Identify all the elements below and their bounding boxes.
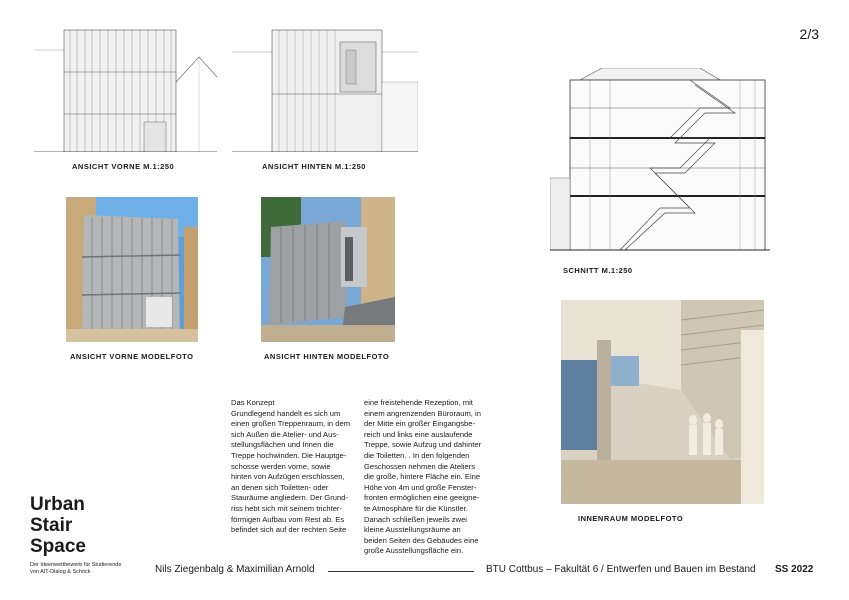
- concept-text-column-1: [231, 398, 356, 536]
- subtitle-line: von AIT-Dialog & Schöck: [30, 569, 91, 575]
- text-line: eine freistehende Rezeption, mit: [364, 398, 473, 407]
- footer-semester: SS 2022: [775, 564, 814, 575]
- text-line: Danach schließen jeweils zwei: [364, 514, 467, 524]
- page-number: 2/3: [799, 26, 819, 42]
- section-drawing: [550, 68, 770, 254]
- caption-rear-model: ANSICHT HINTEN MODELFOTO: [264, 352, 390, 361]
- rear-model-photo: [261, 197, 395, 342]
- text-line: große Ausstellungsfläche ein.: [364, 546, 464, 556]
- title-line: Space: [30, 536, 86, 557]
- caption-front-model: ANSICHT VORNE MODELFOTO: [70, 352, 194, 361]
- text-line: kleine Ausstellungsräume an: [364, 525, 461, 535]
- text-line: einen großen Treppenraum, in dem: [231, 419, 351, 429]
- text-line: befindet sich auf der rechten Seite: [231, 525, 347, 535]
- text-line: Das Konzept: [231, 398, 275, 407]
- caption-rear-view: ANSICHT HINTEN M.1:250: [262, 162, 366, 171]
- text-line: stellungsflächen und Innen die: [231, 440, 334, 450]
- caption-front-view: ANSICHT VORNE M.1:250: [72, 162, 175, 171]
- concept-text-column-2: [364, 398, 489, 557]
- text-line: der Mitte ein großer Eingangsbe-: [364, 419, 476, 429]
- text-line: Treppe hochwinden. Die Hauptge-: [231, 450, 347, 460]
- text-line: sich Außen die Atelier- und Aus-: [231, 429, 339, 439]
- title-line: Urban: [30, 494, 85, 515]
- front-model-photo: [66, 197, 198, 342]
- text-line: riss hebt sich mit seinem trichter-: [231, 503, 342, 513]
- text-line: hinten von Aufzügen erschlossen,: [231, 472, 345, 482]
- text-line: fronten ermöglichen eine geeigne-: [364, 493, 480, 503]
- text-line: te Atmosphäre für die Künstler.: [364, 503, 468, 513]
- text-line: Höhe von 4m und große Fenster-: [364, 482, 477, 492]
- text-line: Treppe, sowie Aufzug und dahinter: [364, 440, 482, 450]
- project-subtitle: [30, 562, 130, 576]
- text-line: die große, hintere Fläche ein. Eine: [364, 472, 481, 482]
- text-line: schosse werden vorne, sowie: [231, 461, 331, 471]
- text-line: Grundlegend handelt es sich um: [231, 408, 341, 418]
- text-line: Geschossen nehmen die Ateliers: [364, 461, 476, 471]
- text-line: beiden Seiten des Gebäudes eine: [364, 535, 479, 545]
- text-line: reich und links eine auslaufende: [364, 429, 473, 439]
- front-elevation-drawing: [34, 22, 217, 152]
- text-line: Stauräume angliedern. Der Grund-: [231, 493, 348, 503]
- footer-rule: [328, 571, 474, 572]
- subtitle-line: Der Ideenwettbewerb für Studierende: [30, 562, 122, 568]
- text-line: an denen sich Toiletten- oder: [231, 482, 329, 492]
- text-line: förmigen Aufbau vom Rest ab. Es: [231, 514, 345, 524]
- rear-elevation-drawing: [232, 22, 418, 152]
- caption-section: SCHNITT M.1:250: [563, 266, 633, 275]
- title-line: Stair: [30, 515, 73, 536]
- footer-institution: BTU Cottbus – Fakultät 6 / Entwerfen und Bauen im Bestand: [486, 564, 756, 575]
- text-line: die Toiletten. . In den folgenden: [364, 450, 470, 460]
- caption-interior-model: INNENRAUM MODELFOTO: [578, 514, 684, 523]
- footer-authors: Nils Ziegenbalg & Maximilian Arnold: [155, 564, 315, 575]
- interior-model-photo: [561, 300, 764, 504]
- project-title: [30, 494, 86, 557]
- text-line: einem angrenzenden Büroraum, in: [364, 408, 481, 418]
